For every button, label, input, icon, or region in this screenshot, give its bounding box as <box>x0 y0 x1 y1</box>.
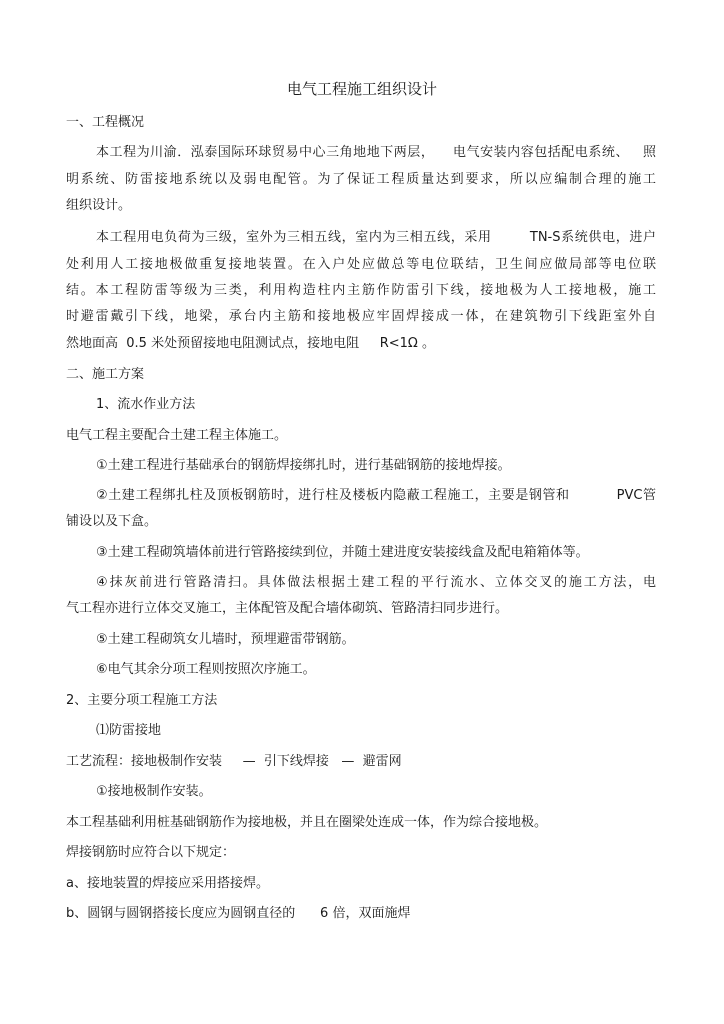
list-item: ⑥电气其余分项工程则按照次序施工。 <box>96 662 316 677</box>
list-item: ①接地极制作安装。 <box>96 784 212 799</box>
document-title: 电气工程施工组织设计 <box>286 80 437 98</box>
paragraph-line: 本工程基础利用桩基础钢筋作为接地极，并且在圈梁处连成一体，作为综合接地极。 <box>66 815 548 830</box>
paragraph-line: 时避雷戴引下线，地梁，承台内主筋和接地极应牢固焊接成一体，在建筑物引下线距室外自 <box>66 309 656 324</box>
section-heading-plan: 二、施工方案 <box>66 367 145 382</box>
list-item: ⑤土建工程砌筑女儿墙时，预埋避雷带钢筋。 <box>96 632 355 647</box>
list-item: ④抹灰前进行管路清扫。具体做法根据土建工程的平行流水、立体交叉的施工方法，电 <box>96 575 656 590</box>
list-item: ③土建工程砌筑墙体前进行管路接续到位，并随土建进度安装接线盒及配电箱箱体等。 <box>96 545 589 560</box>
section-heading-overview: 一、工程概况 <box>66 115 145 130</box>
paragraph-line: 焊接钢筋时应符合以下规定： <box>66 845 236 860</box>
paragraph-line: 结。本工程防雷等级为三类，利用构造柱内主筋作防雷引下线，接地极为人工接地极，施工 <box>66 283 656 298</box>
paragraph-line: 然地面高 0.5 米处预留接地电阻测试点，接地电阻 R<1Ω 。 <box>66 336 435 351</box>
list-item: a、接地装置的焊接应采用搭接焊。 <box>66 876 269 891</box>
list-item: ①土建工程进行基础承台的钢筋焊接绑扎时，进行基础钢筋的接地焊接。 <box>96 458 511 473</box>
paragraph-line: 气工程亦进行立体交叉施工，主体配管及配合墙体砌筑、管路清扫同步进行。 <box>66 601 509 616</box>
paragraph-line: 本工程用电负荷为三级，室外为三相五线，室内为三相五线，采用 TN-S系统供电，进户 <box>96 230 656 245</box>
paragraph-line: 工艺流程：接地极制作安装 — 引下线焊接 — 避雷网 <box>66 754 402 769</box>
paragraph-line: 明系统、防雷接地系统以及弱电配管。为了保证工程质量达到要求，所以应编制合理的施工 <box>66 172 656 187</box>
list-item: b、圆钢与圆钢搭接长度应为圆钢直径的 6 倍，双面施焊 <box>66 906 411 921</box>
subsection-heading: ⑴防雷接地 <box>96 723 162 738</box>
subsection-heading: 1、流水作业方法 <box>96 397 196 412</box>
paragraph-line: 电气工程主要配合土建工程主体施工。 <box>66 428 288 443</box>
paragraph-line: 本工程为川渝．泓泰国际环球贸易中心三角地地下两层， 电气安装内容包括配电系统、 照 <box>96 145 656 160</box>
paragraph-line: 处利用人工接地极做重复接地装置。在入户处应做总等电位联结，卫生间应做局部等电位联 <box>66 257 656 272</box>
paragraph-line: 铺设以及下盒。 <box>66 514 158 529</box>
paragraph-line: 组织设计。 <box>66 198 132 213</box>
subsection-heading: 2、主要分项工程施工方法 <box>66 693 218 708</box>
list-item: ②土建工程绑扎柱及顶板钢筋时，进行柱及楼板内隐蔽工程施工，主要是钢管和 PVC管 <box>96 488 656 503</box>
